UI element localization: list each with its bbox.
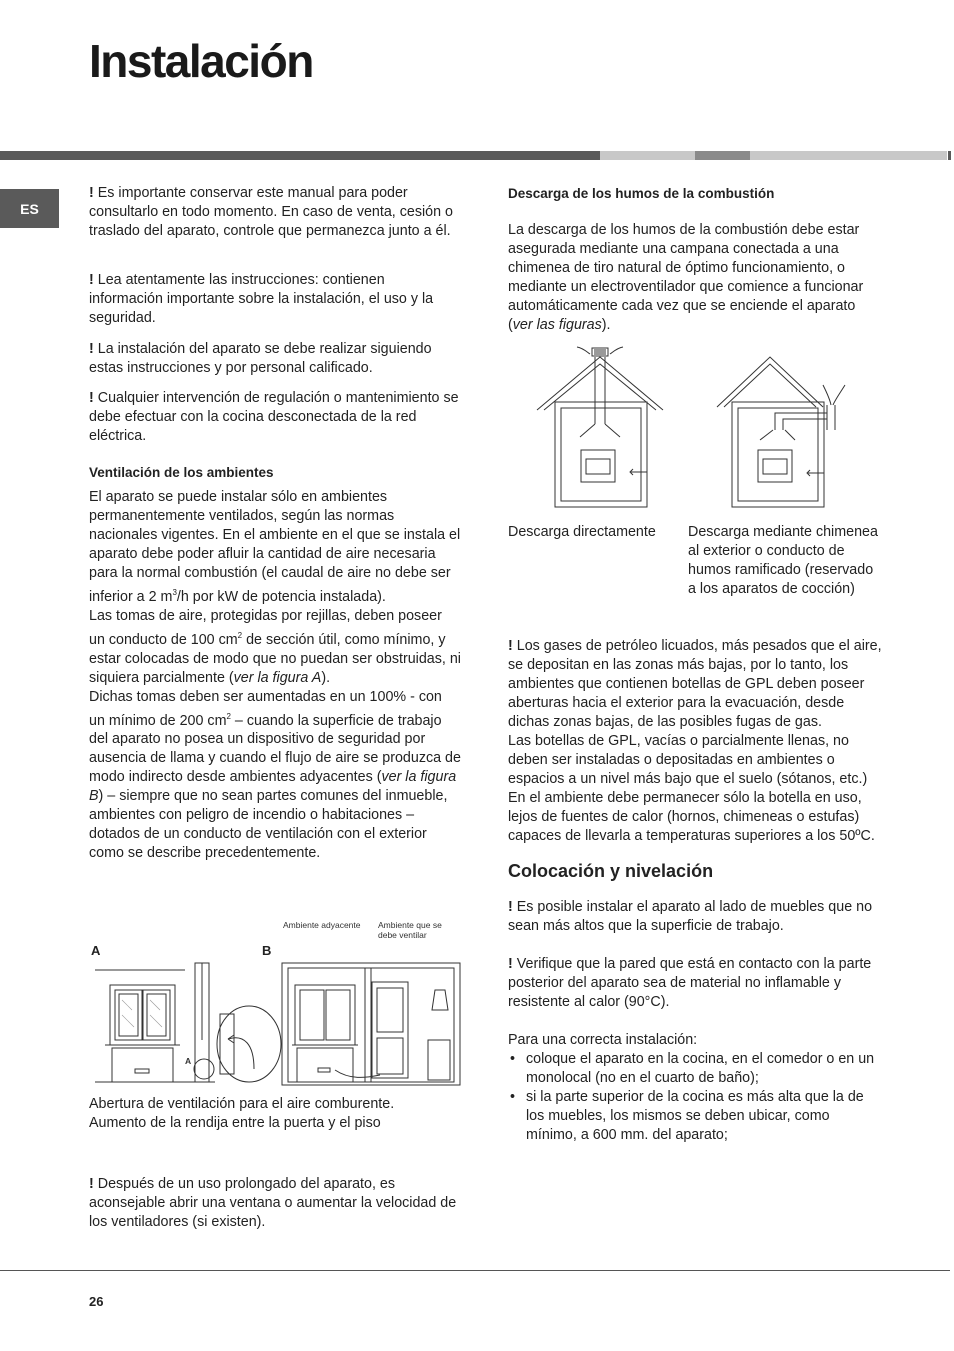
warning-paragraph xyxy=(89,389,461,447)
gpl-paragraph-1 xyxy=(508,637,882,732)
right-column-top xyxy=(508,184,882,335)
header-rule-dark xyxy=(0,151,600,160)
caption-chimney-exhaust: Descarga mediante chimenea al exterior o conducto de humos ramificado (reservado a los aparatos de cocción) xyxy=(688,524,878,597)
ventilation-text: Las tomas de aire, protegidas por rejillas, deben poseer un conducto de 100 cm xyxy=(89,607,442,648)
warning-paragraph xyxy=(89,1175,461,1232)
left-column-text xyxy=(89,184,461,863)
header-rule-light-2 xyxy=(750,151,947,160)
superscript: 3 xyxy=(172,588,177,597)
smoke-heading: Descarga de los humos de la combustión xyxy=(508,186,775,201)
page-title: Instalación xyxy=(89,35,313,87)
warning-text: La instalación del aparato se debe realizar siguiendo estas instrucciones y por personal calificado. xyxy=(89,341,432,376)
warning-text: Cualquier intervención de regulación o mantenimiento se debe efectuar con la cocina desconectada de la red eléctrica. xyxy=(89,390,459,444)
smoke-paragraph xyxy=(508,221,882,335)
warning-text: Después de un uso prolongado del aparato, es aconsejable abrir una ventana o aumentar la velocidad de los ventiladores (si existen). xyxy=(89,1176,457,1230)
ventilation-text: ) – siempre que no sean partes comunes del inmueble, ambientes con peligro de incendio o habitaciones – dotados de un conducto de ventilación con el exterior como se describe precedentemente. xyxy=(89,788,448,862)
figure-label-b: B xyxy=(262,943,272,958)
caption-direct-exhaust: Descarga directamente xyxy=(508,524,656,540)
warning-mark: ! xyxy=(89,272,94,288)
language-tab: ES xyxy=(0,189,59,228)
figure-inner-label-a: A xyxy=(185,1056,192,1066)
ventilation-text: – cuando la superficie de trabajo del aparato no posea un dispositivo de seguridad por ausencia de llama y cuando el flujo de aire se produzca de modo indirecto desde ambientes adyacentes ( xyxy=(89,712,461,786)
warning-mark: ! xyxy=(89,1176,94,1192)
figure-label-a: A xyxy=(91,943,101,958)
placement-intro: Para una correcta instalación: xyxy=(508,1032,698,1048)
warning-mark: ! xyxy=(89,390,94,406)
gpl-paragraph-2: Las botellas de GPL, vacías o parcialmente llenas, no deben ser instaladas o depositadas en ambientes o espacios a un nivel más bajo que el suelo (sótanos, etc.) En el ambiente debe permanecer sólo la botella en uso, lejos de fuentes de calor (hornos, chimeneas o estufas) capaces de llevarla a temperaturas superiores a los 50ºC. xyxy=(508,733,875,844)
ventilation-text: /h por kW de potencia instalada). xyxy=(176,588,386,605)
list-item: • coloque el aparato en la cocina, en el comedor o en un monolocal (no en el cuarto de baño); xyxy=(508,1050,882,1088)
warning-mark: ! xyxy=(508,638,513,654)
warning-mark: ! xyxy=(89,341,94,357)
figure-note-adjacent: Ambiente adyacente xyxy=(283,920,361,930)
right-column-bottom xyxy=(508,637,882,1145)
smoke-text: ). xyxy=(601,317,611,333)
superscript: 2 xyxy=(226,711,231,721)
figure-reference: ver la figura A xyxy=(233,669,322,686)
header-rule-end xyxy=(948,151,951,160)
smoke-text: La descarga de los humos de la combustión debe estar asegurada mediante una campana conectada a una chimenea de tiro natural de óptimo funcionamiento, o mediante un electroventilador que comience a funcionar automáticamente cada vez que se enciende el aparato ( xyxy=(508,222,864,333)
warning-text: Los gases de petróleo licuados, más pesados que el aire, se depositan en las zonas más bajas, por lo tanto, los ambientes que contienen botellas de GPL deben poseer aberturas hacia el exterior para la evacuación, desde dichas zonas bajas, de las posibles fugas de gas. xyxy=(508,638,882,730)
figure-note-ventilate: Ambiente que se debe ventilar xyxy=(378,920,442,940)
footer-rule xyxy=(0,1270,950,1271)
warning-paragraph xyxy=(89,271,461,329)
placement-heading: Colocación y nivelación xyxy=(508,861,714,881)
placement-bullet-list xyxy=(508,1050,882,1145)
figure-reference: ver la figura B xyxy=(89,769,457,805)
figure-a-zoom-detail xyxy=(214,1004,284,1084)
header-rule-light-1 xyxy=(600,151,695,160)
house-direct-exhaust-diagram xyxy=(535,342,665,510)
ventilation-paragraph-2 xyxy=(89,607,461,688)
placement-warning-2 xyxy=(508,955,882,1012)
ventilation-heading: Ventilación de los ambientes xyxy=(89,465,274,480)
placement-warning-1 xyxy=(508,898,882,936)
warning-text: Lea atentamente las instrucciones: contienen información importante sobre la instalación, el uso y la seguridad. xyxy=(89,272,434,326)
warning-text: Es importante conservar este manual para poder consultarlo en todo momento. En caso de venta, cesión o traslado del aparato, controle que permanezca junto a él. xyxy=(89,185,453,239)
list-item: • si la parte superior de la cocina es más alta que la de los muebles, los mismos se deben ubicar, como mínimo, a 600 mm. del aparato; xyxy=(508,1088,882,1145)
final-warning xyxy=(89,1175,461,1232)
figure-reference: ver las figuras xyxy=(512,317,602,333)
warning-paragraph xyxy=(89,184,461,262)
ventilation-text: Dichas tomas deben ser aumentadas en un 100% - con un mínimo de 200 cm xyxy=(89,688,442,729)
warning-mark: ! xyxy=(89,185,94,201)
ventilation-text: El aparato se puede instalar sólo en ambientes permanentemente ventilados, según las normas nacionales vigentes. En el ambiente en el que se instala el aparato debe poder afluir la cantidad de aire necesaria para la normal combustión (el caudal de aire no debe ser inferior a 2 m xyxy=(89,489,461,605)
figure-a-ventilation-diagram xyxy=(90,960,220,1090)
ventilation-text: ). xyxy=(321,669,331,686)
ventilation-text: de sección útil, como mínimo, y estar colocadas de modo que no puedan ser obstruidas, ni siquiera parcialmente ( xyxy=(89,631,461,686)
warning-mark: ! xyxy=(508,956,513,972)
house-chimney-exhaust-diagram xyxy=(715,355,865,510)
warning-text: Es posible instalar el aparato al lado de muebles que no sean más altos que la superficie de trabajo. xyxy=(508,899,873,934)
superscript: 2 xyxy=(237,630,243,640)
warning-mark: ! xyxy=(508,899,513,915)
figure-b-ventilation-diagram xyxy=(280,960,465,1090)
figure-caption-1: Abertura de ventilación para el aire comburente. xyxy=(89,1096,395,1112)
warning-text: Verifique que la pared que está en contacto con la parte posterior del aparato sea de material no inflamable y resistente al calor (90°C). xyxy=(508,956,872,1010)
ventilation-paragraph-3 xyxy=(89,688,461,864)
page-number: 26 xyxy=(89,1294,104,1309)
warning-paragraph xyxy=(89,340,461,378)
header-rule-mid xyxy=(695,151,750,160)
ventilation-paragraph-1 xyxy=(89,488,461,607)
figure-caption-2: Aumento de la rendija entre la puerta y el piso xyxy=(89,1115,381,1131)
